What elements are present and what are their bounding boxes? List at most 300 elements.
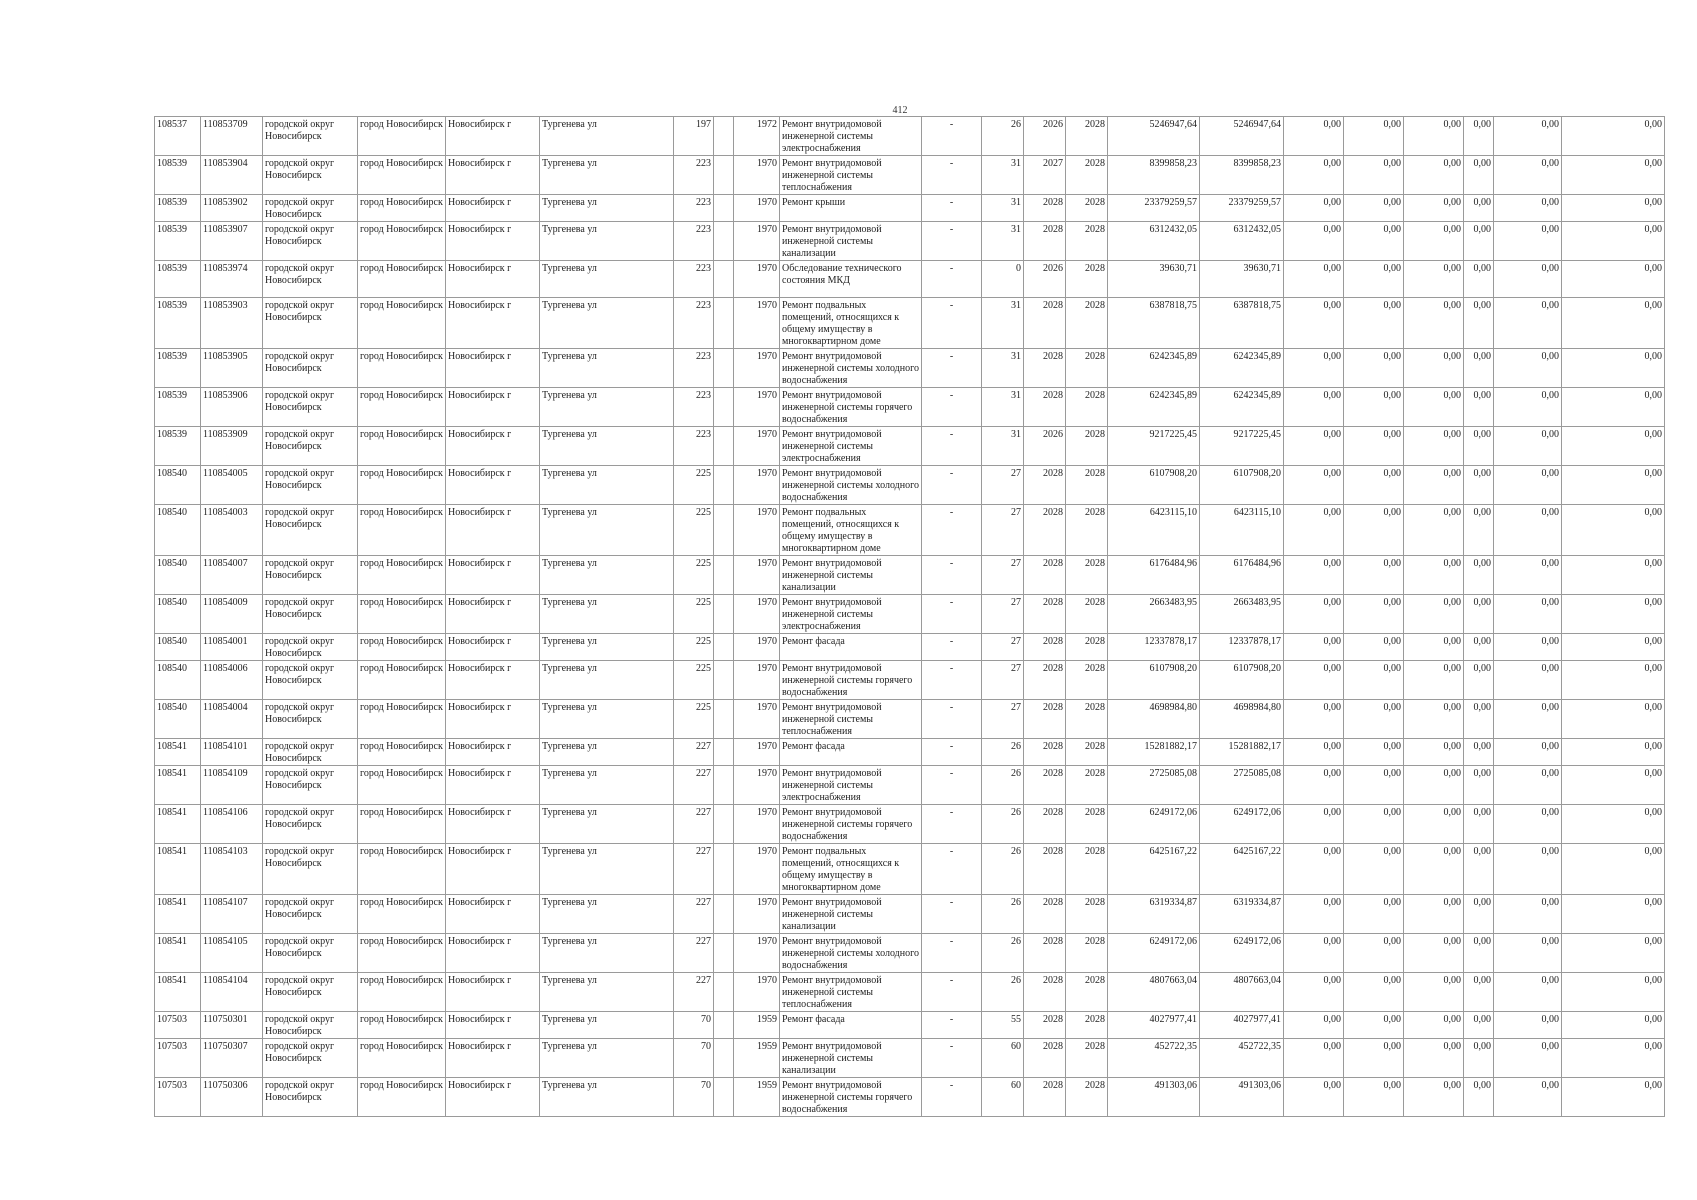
cell-cost-budget-fed: 0,00 [1284, 700, 1344, 739]
cell-cost-fund: 15281882,17 [1200, 739, 1284, 766]
cell-work-id: 110854003 [201, 505, 263, 556]
cell-year-built: 1970 [734, 427, 780, 466]
cell-total-cost: 4027977,41 [1108, 1012, 1200, 1039]
cell-cost-fund: 4807663,04 [1200, 973, 1284, 1012]
cell-plan-year-end: 2028 [1066, 700, 1108, 739]
cell-cost-extra: 0,00 [1562, 973, 1665, 1012]
cell-cost-owners: 0,00 [1494, 427, 1562, 466]
cell-locality: Новосибирск г [446, 298, 540, 349]
cell-plan-year-end: 2028 [1066, 595, 1108, 634]
table-row [155, 195, 1665, 222]
cell-plan-year-start: 2028 [1024, 595, 1066, 634]
cell-cost-budget-loc: 0,00 [1404, 298, 1464, 349]
cell-municipality: городской округ Новосибирск [263, 844, 358, 895]
cell-house-number: 225 [674, 505, 714, 556]
cell-work-id: 110853906 [201, 388, 263, 427]
cell-year-built: 1970 [734, 466, 780, 505]
table-row [155, 427, 1665, 466]
cell-house-number: 225 [674, 466, 714, 505]
cell-total-cost: 6319334,87 [1108, 895, 1200, 934]
cell-cost-owners: 0,00 [1494, 298, 1562, 349]
cell-filler: - [922, 700, 982, 739]
cell-work-type: Ремонт внутридомовой инженерной системы электроснабжения [780, 595, 922, 634]
cell-street: Тургенева ул [540, 466, 674, 505]
cell-cost-owners: 0,00 [1494, 595, 1562, 634]
cell-cost-fund: 5246947,64 [1200, 117, 1284, 156]
cell-municipality: городской округ Новосибирск [263, 766, 358, 805]
cell-plan-year-end: 2028 [1066, 805, 1108, 844]
cell-cost-fund: 6387818,75 [1200, 298, 1284, 349]
cell-cost-owners: 0,00 [1494, 634, 1562, 661]
cell-cost-budget-reg: 0,00 [1344, 466, 1404, 505]
cell-wear-percent: 26 [982, 739, 1024, 766]
cell-year-built: 1959 [734, 1039, 780, 1078]
cell-cost-fund: 12337878,17 [1200, 634, 1284, 661]
cell-cost-owners: 0,00 [1494, 700, 1562, 739]
cell-house-number: 223 [674, 261, 714, 298]
cell-cost-budget-loc: 0,00 [1404, 1039, 1464, 1078]
cell-cost-extra: 0,00 [1562, 895, 1665, 934]
cell-building [714, 222, 734, 261]
cell-house-number: 225 [674, 595, 714, 634]
cell-cost-fund: 6425167,22 [1200, 844, 1284, 895]
cell-work-id: 110750307 [201, 1039, 263, 1078]
cell-cost-other: 0,00 [1464, 739, 1494, 766]
cell-plan-year-start: 2028 [1024, 661, 1066, 700]
cell-house-number: 227 [674, 739, 714, 766]
cell-city: город Новосибирск [358, 556, 446, 595]
cell-plan-year-start: 2028 [1024, 222, 1066, 261]
cell-city: город Новосибирск [358, 298, 446, 349]
cell-work-type: Ремонт подвальных помещений, относящихся к общему имуществу в многоквартирном доме [780, 844, 922, 895]
cell-year-built: 1959 [734, 1012, 780, 1039]
cell-cost-budget-fed: 0,00 [1284, 805, 1344, 844]
cell-total-cost: 23379259,57 [1108, 195, 1200, 222]
cell-locality: Новосибирск г [446, 466, 540, 505]
cell-cost-budget-reg: 0,00 [1344, 844, 1404, 895]
cell-cost-extra: 0,00 [1562, 349, 1665, 388]
cell-building [714, 349, 734, 388]
cell-house-number: 227 [674, 766, 714, 805]
cell-year-built: 1970 [734, 195, 780, 222]
cell-wear-percent: 27 [982, 505, 1024, 556]
cell-cost-owners: 0,00 [1494, 661, 1562, 700]
cell-cost-owners: 0,00 [1494, 349, 1562, 388]
cell-cost-extra: 0,00 [1562, 700, 1665, 739]
cell-cost-owners: 0,00 [1494, 195, 1562, 222]
table-row [155, 505, 1665, 556]
cell-cost-owners: 0,00 [1494, 844, 1562, 895]
cell-municipality: городской округ Новосибирск [263, 505, 358, 556]
cell-cost-owners: 0,00 [1494, 222, 1562, 261]
cell-house-number: 223 [674, 195, 714, 222]
cell-total-cost: 6249172,06 [1108, 934, 1200, 973]
cell-plan-year-end: 2028 [1066, 634, 1108, 661]
cell-cost-fund: 491303,06 [1200, 1078, 1284, 1117]
cell-cost-extra: 0,00 [1562, 195, 1665, 222]
cell-work-type: Ремонт внутридомовой инженерной системы канализации [780, 895, 922, 934]
cell-locality: Новосибирск г [446, 700, 540, 739]
cell-work-id: 110853974 [201, 261, 263, 298]
cell-plan-year-end: 2028 [1066, 388, 1108, 427]
cell-street: Тургенева ул [540, 222, 674, 261]
cell-work-id: 110854101 [201, 739, 263, 766]
cell-filler: - [922, 634, 982, 661]
cell-house-number: 225 [674, 634, 714, 661]
cell-cost-budget-loc: 0,00 [1404, 895, 1464, 934]
cell-city: город Новосибирск [358, 1039, 446, 1078]
cell-cost-extra: 0,00 [1562, 156, 1665, 195]
cell-street: Тургенева ул [540, 661, 674, 700]
cell-filler: - [922, 349, 982, 388]
cell-year-built: 1970 [734, 388, 780, 427]
cell-plan-year-start: 2028 [1024, 700, 1066, 739]
cell-street: Тургенева ул [540, 895, 674, 934]
cell-municipality: городской округ Новосибирск [263, 934, 358, 973]
cell-cost-fund: 6312432,05 [1200, 222, 1284, 261]
cell-cost-budget-fed: 0,00 [1284, 1039, 1344, 1078]
cell-street: Тургенева ул [540, 261, 674, 298]
cell-work-id: 110854009 [201, 595, 263, 634]
cell-cost-budget-fed: 0,00 [1284, 195, 1344, 222]
cell-work-type: Ремонт фасада [780, 634, 922, 661]
cell-locality: Новосибирск г [446, 934, 540, 973]
cell-cost-extra: 0,00 [1562, 1012, 1665, 1039]
cell-work-type: Ремонт крыши [780, 195, 922, 222]
cell-cost-owners: 0,00 [1494, 805, 1562, 844]
table-row [155, 700, 1665, 739]
cell-building [714, 466, 734, 505]
cell-municipality: городской округ Новосибирск [263, 556, 358, 595]
cell-cost-budget-loc: 0,00 [1404, 805, 1464, 844]
cell-cost-other: 0,00 [1464, 505, 1494, 556]
cell-street: Тургенева ул [540, 1078, 674, 1117]
cell-total-cost: 4807663,04 [1108, 973, 1200, 1012]
cell-cost-budget-fed: 0,00 [1284, 661, 1344, 700]
cell-locality: Новосибирск г [446, 261, 540, 298]
cell-building [714, 298, 734, 349]
cell-cost-owners: 0,00 [1494, 117, 1562, 156]
cell-cost-budget-loc: 0,00 [1404, 1012, 1464, 1039]
cell-cost-fund: 4027977,41 [1200, 1012, 1284, 1039]
cell-street: Тургенева ул [540, 195, 674, 222]
cell-filler: - [922, 595, 982, 634]
cell-wear-percent: 31 [982, 349, 1024, 388]
cell-plan-year-start: 2028 [1024, 195, 1066, 222]
cell-cost-owners: 0,00 [1494, 739, 1562, 766]
cell-year-built: 1970 [734, 700, 780, 739]
cell-cost-budget-fed: 0,00 [1284, 556, 1344, 595]
cell-city: город Новосибирск [358, 156, 446, 195]
cell-cost-owners: 0,00 [1494, 766, 1562, 805]
cell-plan-year-end: 2028 [1066, 298, 1108, 349]
table-row [155, 156, 1665, 195]
cell-cost-extra: 0,00 [1562, 844, 1665, 895]
cell-municipality: городской округ Новосибирск [263, 156, 358, 195]
cell-cost-other: 0,00 [1464, 934, 1494, 973]
cell-cost-owners: 0,00 [1494, 973, 1562, 1012]
cell-city: город Новосибирск [358, 1078, 446, 1117]
cell-record-id: 108539 [155, 156, 201, 195]
cell-plan-year-start: 2026 [1024, 427, 1066, 466]
cell-total-cost: 491303,06 [1108, 1078, 1200, 1117]
cell-total-cost: 6107908,20 [1108, 661, 1200, 700]
cell-work-id: 110854109 [201, 766, 263, 805]
cell-record-id: 108540 [155, 556, 201, 595]
cell-locality: Новосибирск г [446, 556, 540, 595]
cell-work-id: 110854104 [201, 973, 263, 1012]
cell-cost-extra: 0,00 [1562, 261, 1665, 298]
cell-city: город Новосибирск [358, 222, 446, 261]
cell-cost-owners: 0,00 [1494, 1078, 1562, 1117]
cell-locality: Новосибирск г [446, 195, 540, 222]
cell-city: город Новосибирск [358, 739, 446, 766]
cell-total-cost: 2663483,95 [1108, 595, 1200, 634]
cell-cost-budget-loc: 0,00 [1404, 844, 1464, 895]
cell-year-built: 1970 [734, 766, 780, 805]
cell-house-number: 223 [674, 349, 714, 388]
cell-locality: Новосибирск г [446, 117, 540, 156]
page-number: 412 [892, 105, 908, 116]
cell-cost-owners: 0,00 [1494, 556, 1562, 595]
cell-work-id: 110854105 [201, 934, 263, 973]
cell-year-built: 1970 [734, 595, 780, 634]
cell-wear-percent: 31 [982, 388, 1024, 427]
cell-cost-budget-reg: 0,00 [1344, 298, 1404, 349]
cell-cost-other: 0,00 [1464, 1078, 1494, 1117]
cell-plan-year-end: 2028 [1066, 934, 1108, 973]
cell-record-id: 108541 [155, 895, 201, 934]
cell-cost-extra: 0,00 [1562, 595, 1665, 634]
cell-wear-percent: 55 [982, 1012, 1024, 1039]
cell-cost-other: 0,00 [1464, 766, 1494, 805]
table-row [155, 349, 1665, 388]
cell-wear-percent: 27 [982, 700, 1024, 739]
cell-plan-year-start: 2028 [1024, 1039, 1066, 1078]
cell-cost-other: 0,00 [1464, 222, 1494, 261]
cell-wear-percent: 31 [982, 298, 1024, 349]
cell-cost-budget-fed: 0,00 [1284, 844, 1344, 895]
cell-locality: Новосибирск г [446, 805, 540, 844]
cell-street: Тургенева ул [540, 427, 674, 466]
cell-total-cost: 6312432,05 [1108, 222, 1200, 261]
cell-filler: - [922, 427, 982, 466]
cell-house-number: 227 [674, 895, 714, 934]
cell-total-cost: 4698984,80 [1108, 700, 1200, 739]
cell-work-id: 110854106 [201, 805, 263, 844]
table-row [155, 661, 1665, 700]
cell-plan-year-start: 2027 [1024, 156, 1066, 195]
cell-total-cost: 6423115,10 [1108, 505, 1200, 556]
cell-cost-budget-reg: 0,00 [1344, 934, 1404, 973]
cell-cost-budget-reg: 0,00 [1344, 388, 1404, 427]
cell-street: Тургенева ул [540, 298, 674, 349]
cell-cost-extra: 0,00 [1562, 661, 1665, 700]
cell-record-id: 108540 [155, 595, 201, 634]
cell-cost-extra: 0,00 [1562, 505, 1665, 556]
cell-work-type: Ремонт внутридомовой инженерной системы электроснабжения [780, 766, 922, 805]
cell-locality: Новосибирск г [446, 661, 540, 700]
cell-cost-budget-fed: 0,00 [1284, 739, 1344, 766]
cell-work-type: Ремонт фасада [780, 1012, 922, 1039]
cell-year-built: 1970 [734, 222, 780, 261]
cell-city: город Новосибирск [358, 349, 446, 388]
cell-filler: - [922, 156, 982, 195]
cell-work-id: 110853902 [201, 195, 263, 222]
cell-cost-fund: 452722,35 [1200, 1039, 1284, 1078]
cell-wear-percent: 26 [982, 844, 1024, 895]
cell-work-type: Обследование технического состояния МКД [780, 261, 922, 298]
cell-city: город Новосибирск [358, 700, 446, 739]
cell-city: город Новосибирск [358, 388, 446, 427]
cell-building [714, 700, 734, 739]
cell-work-type: Ремонт внутридомовой инженерной системы электроснабжения [780, 117, 922, 156]
cell-cost-owners: 0,00 [1494, 156, 1562, 195]
cell-building [714, 1012, 734, 1039]
cell-cost-budget-reg: 0,00 [1344, 156, 1404, 195]
cell-cost-budget-fed: 0,00 [1284, 117, 1344, 156]
cell-total-cost: 39630,71 [1108, 261, 1200, 298]
cell-house-number: 227 [674, 805, 714, 844]
cell-plan-year-start: 2028 [1024, 805, 1066, 844]
cell-record-id: 108540 [155, 634, 201, 661]
cell-municipality: городской округ Новосибирск [263, 261, 358, 298]
cell-locality: Новосибирск г [446, 766, 540, 805]
cell-street: Тургенева ул [540, 1012, 674, 1039]
cell-work-id: 110854103 [201, 844, 263, 895]
cell-house-number: 223 [674, 156, 714, 195]
cell-total-cost: 12337878,17 [1108, 634, 1200, 661]
cell-filler: - [922, 298, 982, 349]
cell-record-id: 108540 [155, 466, 201, 505]
table-row [155, 556, 1665, 595]
cell-cost-extra: 0,00 [1562, 766, 1665, 805]
cell-street: Тургенева ул [540, 739, 674, 766]
cell-work-type: Ремонт внутридомовой инженерной системы холодного водоснабжения [780, 349, 922, 388]
cell-record-id: 107503 [155, 1012, 201, 1039]
cell-municipality: городской округ Новосибирск [263, 466, 358, 505]
cell-cost-extra: 0,00 [1562, 556, 1665, 595]
cell-cost-budget-fed: 0,00 [1284, 156, 1344, 195]
cell-cost-budget-fed: 0,00 [1284, 595, 1344, 634]
cell-building [714, 556, 734, 595]
cell-wear-percent: 26 [982, 805, 1024, 844]
cell-cost-other: 0,00 [1464, 595, 1494, 634]
cell-record-id: 107503 [155, 1039, 201, 1078]
cell-city: город Новосибирск [358, 195, 446, 222]
cell-total-cost: 6107908,20 [1108, 466, 1200, 505]
cell-locality: Новосибирск г [446, 595, 540, 634]
cell-cost-budget-fed: 0,00 [1284, 388, 1344, 427]
cell-cost-budget-loc: 0,00 [1404, 556, 1464, 595]
cell-cost-other: 0,00 [1464, 1039, 1494, 1078]
cell-work-type: Ремонт внутридомовой инженерной системы холодного водоснабжения [780, 934, 922, 973]
cell-building [714, 844, 734, 895]
cell-cost-other: 0,00 [1464, 388, 1494, 427]
cell-work-type: Ремонт внутридомовой инженерной системы канализации [780, 222, 922, 261]
cell-work-id: 110750301 [201, 1012, 263, 1039]
cell-street: Тургенева ул [540, 1039, 674, 1078]
cell-work-type: Ремонт подвальных помещений, относящихся к общему имуществу в многоквартирном доме [780, 298, 922, 349]
cell-house-number: 197 [674, 117, 714, 156]
cell-cost-fund: 6249172,06 [1200, 805, 1284, 844]
cell-cost-owners: 0,00 [1494, 388, 1562, 427]
cell-building [714, 634, 734, 661]
cell-record-id: 108541 [155, 934, 201, 973]
cell-work-type: Ремонт внутридомовой инженерной системы канализации [780, 556, 922, 595]
cell-cost-budget-reg: 0,00 [1344, 117, 1404, 156]
cell-record-id: 108539 [155, 222, 201, 261]
cell-plan-year-start: 2028 [1024, 973, 1066, 1012]
cell-plan-year-start: 2028 [1024, 844, 1066, 895]
cell-municipality: городской округ Новосибирск [263, 1039, 358, 1078]
cell-plan-year-end: 2028 [1066, 556, 1108, 595]
cell-cost-budget-fed: 0,00 [1284, 766, 1344, 805]
cell-building [714, 427, 734, 466]
cell-filler: - [922, 739, 982, 766]
cell-cost-budget-loc: 0,00 [1404, 934, 1464, 973]
cell-cost-extra: 0,00 [1562, 388, 1665, 427]
cell-cost-owners: 0,00 [1494, 261, 1562, 298]
table-row [155, 1012, 1665, 1039]
cell-cost-fund: 6319334,87 [1200, 895, 1284, 934]
cell-wear-percent: 26 [982, 766, 1024, 805]
cell-cost-extra: 0,00 [1562, 805, 1665, 844]
cell-cost-owners: 0,00 [1494, 1012, 1562, 1039]
cell-house-number: 227 [674, 973, 714, 1012]
cell-cost-budget-reg: 0,00 [1344, 222, 1404, 261]
table-row [155, 388, 1665, 427]
cell-cost-budget-reg: 0,00 [1344, 1039, 1404, 1078]
cell-work-id: 110853905 [201, 349, 263, 388]
cell-locality: Новосибирск г [446, 973, 540, 1012]
cell-building [714, 1078, 734, 1117]
cell-locality: Новосибирск г [446, 349, 540, 388]
cell-cost-fund: 2725085,08 [1200, 766, 1284, 805]
cell-city: город Новосибирск [358, 427, 446, 466]
cell-cost-budget-loc: 0,00 [1404, 466, 1464, 505]
cell-street: Тургенева ул [540, 766, 674, 805]
cell-plan-year-end: 2028 [1066, 427, 1108, 466]
cell-house-number: 225 [674, 661, 714, 700]
cell-cost-owners: 0,00 [1494, 505, 1562, 556]
cell-record-id: 108539 [155, 427, 201, 466]
cell-building [714, 195, 734, 222]
cell-cost-other: 0,00 [1464, 1012, 1494, 1039]
cell-house-number: 70 [674, 1078, 714, 1117]
cell-plan-year-end: 2028 [1066, 766, 1108, 805]
cell-cost-fund: 6176484,96 [1200, 556, 1284, 595]
cell-cost-budget-reg: 0,00 [1344, 261, 1404, 298]
cell-cost-budget-loc: 0,00 [1404, 739, 1464, 766]
cell-work-id: 110854007 [201, 556, 263, 595]
cell-house-number: 223 [674, 298, 714, 349]
cell-year-built: 1970 [734, 895, 780, 934]
cell-work-type: Ремонт внутридомовой инженерной системы теплоснабжения [780, 700, 922, 739]
cell-building [714, 261, 734, 298]
cell-cost-budget-loc: 0,00 [1404, 222, 1464, 261]
cell-plan-year-start: 2028 [1024, 388, 1066, 427]
cell-cost-budget-reg: 0,00 [1344, 556, 1404, 595]
cell-year-built: 1970 [734, 805, 780, 844]
cell-municipality: городской округ Новосибирск [263, 222, 358, 261]
cell-filler: - [922, 1078, 982, 1117]
cell-cost-budget-reg: 0,00 [1344, 661, 1404, 700]
cell-street: Тургенева ул [540, 595, 674, 634]
cell-plan-year-end: 2028 [1066, 661, 1108, 700]
cell-cost-other: 0,00 [1464, 805, 1494, 844]
cell-municipality: городской округ Новосибирск [263, 634, 358, 661]
